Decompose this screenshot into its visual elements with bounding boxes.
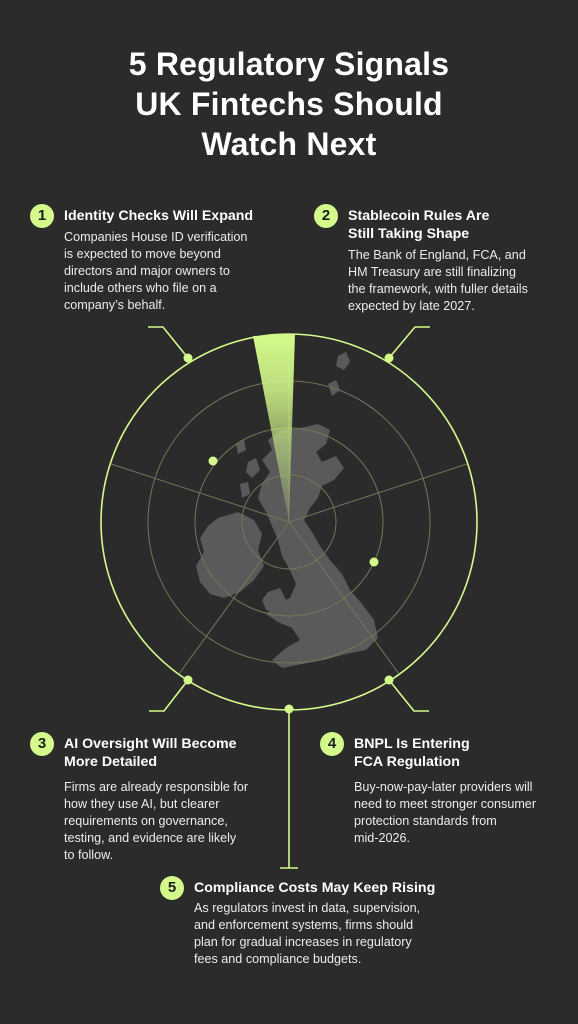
signal-description-line: fees and compliance budgets. — [194, 952, 362, 966]
signal-number-badge: 2 — [314, 204, 338, 228]
signal-description-line: The Bank of England, FCA, and — [348, 248, 526, 262]
signal-title — [64, 204, 280, 225]
signal-description-line: expected by late 2027. — [348, 299, 475, 313]
signal-description — [64, 229, 280, 314]
signal-number-badge: 3 — [30, 732, 54, 756]
signal-number-badge: 1 — [30, 204, 54, 228]
signal-title-line: FCA Regulation — [354, 754, 460, 770]
signal-title — [64, 732, 290, 771]
signal-title-line: Identity Checks Will Expand — [64, 208, 254, 224]
signal-description-line: how they use AI, but clearer — [64, 797, 220, 811]
signal-description-line: company’s behalf. — [64, 298, 166, 312]
signal-3 — [30, 732, 290, 864]
page-title-line: UK Fintechs Should — [135, 86, 443, 122]
signal-description — [64, 779, 290, 864]
signal-description-line: the framework, with fuller details — [348, 282, 528, 296]
signal-description-line: Buy-now-pay-later providers will — [354, 780, 533, 794]
signal-description-line: testing, and evidence are likely — [64, 831, 237, 845]
radar-blip — [209, 457, 218, 466]
signal-title — [354, 732, 572, 771]
page-title-line: 5 Regulatory Signals — [128, 46, 450, 82]
signal-title-line: Compliance Costs May Keep Rising — [194, 880, 436, 896]
signal-description-line: and enforcement systems, firms should — [194, 918, 414, 932]
signal-description — [194, 900, 480, 968]
signal-description-line: directors and major owners to — [64, 264, 230, 278]
signal-title — [348, 204, 564, 243]
signal-description-line: requirements on governance, — [64, 814, 228, 828]
signal-description — [354, 779, 572, 847]
signal-1 — [30, 204, 280, 314]
page-title — [0, 44, 578, 164]
signal-number-badge: 4 — [320, 732, 344, 756]
signal-description-line: include others who file on a — [64, 281, 217, 295]
signal-number-badge: 5 — [160, 876, 184, 900]
signal-description-line: need to meet stronger consumer — [354, 797, 537, 811]
signal-description-line: Firms are already responsible for — [64, 780, 249, 794]
signal-description-line: is expected to move beyond — [64, 247, 221, 261]
signal-description-line: plan for gradual increases in regulatory — [194, 935, 412, 949]
signal-5 — [160, 876, 480, 968]
signal-description-line: mid-2026. — [354, 831, 411, 845]
signal-description-line: As regulators invest in data, supervision, — [194, 901, 421, 915]
signal-description-line: to follow. — [64, 848, 114, 862]
signal-title-line: BNPL Is Entering — [354, 736, 470, 752]
signal-2 — [314, 204, 564, 315]
signal-description — [348, 247, 564, 315]
page-title-line: Watch Next — [201, 126, 377, 162]
signal-title-line: AI Oversight Will Become — [64, 736, 237, 752]
signal-4 — [320, 732, 572, 847]
signal-title-line: Stablecoin Rules Are — [348, 208, 490, 224]
signal-title-line: More Detailed — [64, 754, 158, 770]
signal-title-line: Still Taking Shape — [348, 226, 470, 242]
signal-description-line: HM Treasury are still finalizing — [348, 265, 516, 279]
signal-description-line: protection standards from — [354, 814, 497, 828]
signal-title — [194, 876, 480, 897]
radar-blip — [370, 558, 379, 567]
signal-description-line: Companies House ID verification — [64, 230, 248, 244]
